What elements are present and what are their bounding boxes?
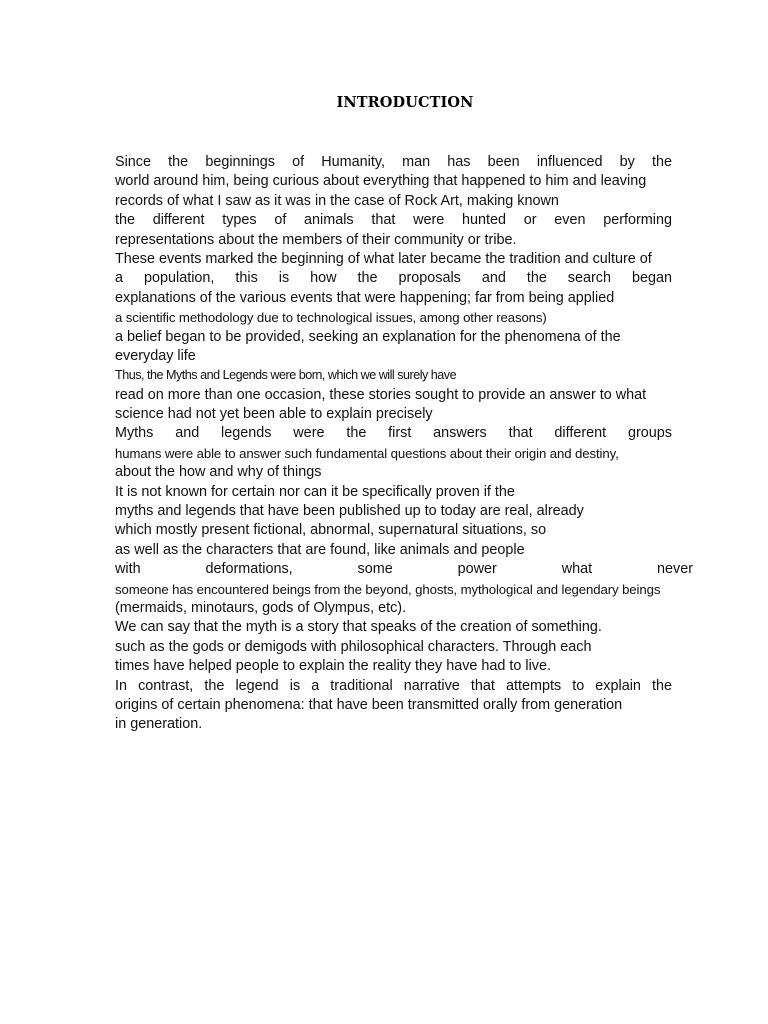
text-line: science had not yet been able to explain precisely [115, 406, 433, 423]
body-text [115, 153, 695, 735]
text-line: the different types of animals that were hunted or even performing [115, 212, 672, 229]
text-line: such as the gods or demigods with philosophical characters. Through each [115, 638, 592, 655]
text-line: with deformations, some power what never [115, 561, 693, 578]
text-line: It is not known for certain nor can it be specifically proven if the [115, 483, 515, 500]
text-line: Thus, the Myths and Legends were born, which we will surely have [115, 368, 457, 383]
text-line: as well as the characters that are found, like animals and people [115, 541, 525, 558]
text-line: myths and legends that have been published up to today are real, already [115, 503, 584, 520]
text-line: about the how and why of things [115, 464, 322, 481]
text-line: a population, this is how the proposals and the search began [115, 270, 672, 287]
text-line: records of what I saw as it was in the case of Rock Art, making known [115, 192, 559, 209]
text-line: humans were able to answer such fundamental questions about their origin and destiny, [115, 445, 619, 461]
text-line: someone has encountered beings from the beyond, ghosts, mythological and legendary beings [115, 581, 661, 597]
text-line: Myths and legends were the first answers that different groups [115, 425, 672, 442]
text-line: These events marked the beginning of what later became the tradition and culture of [115, 250, 652, 267]
text-line: origins of certain phenomena: that have been transmitted orally from generation [115, 696, 623, 713]
text-line: In contrast, the legend is a traditional narrative that attempts to explain the [115, 677, 672, 694]
text-line: a belief began to be provided, seeking an explanation for the phenomena of the [115, 328, 621, 345]
text-line: explanations of the various events that were happening; far from being applied [115, 289, 615, 306]
text-line: world around him, being curious about everything that happened to him and leaving [115, 173, 647, 190]
text-line: (mermaids, minotaurs, gods of Olympus, etc). [115, 599, 407, 616]
text-line: in generation. [115, 716, 203, 733]
text-line: times have helped people to explain the reality they have had to live. [115, 658, 551, 675]
text-line: which mostly present fictional, abnormal, supernatural situations, so [115, 522, 547, 539]
text-line: read on more than one occasion, these stories sought to provide an answer to what [115, 386, 647, 403]
text-line: everyday life [115, 347, 196, 364]
text-line: We can say that the myth is a story that speaks of the creation of something. [115, 619, 602, 636]
document-title: INTRODUCTION [336, 94, 474, 111]
text-line: a scientific methodology due to technological issues, among other reasons) [115, 310, 547, 326]
text-line: representations about the members of their community or tribe. [115, 231, 517, 248]
text-line: Since the beginnings of Humanity, man has been influenced by the [115, 154, 672, 170]
